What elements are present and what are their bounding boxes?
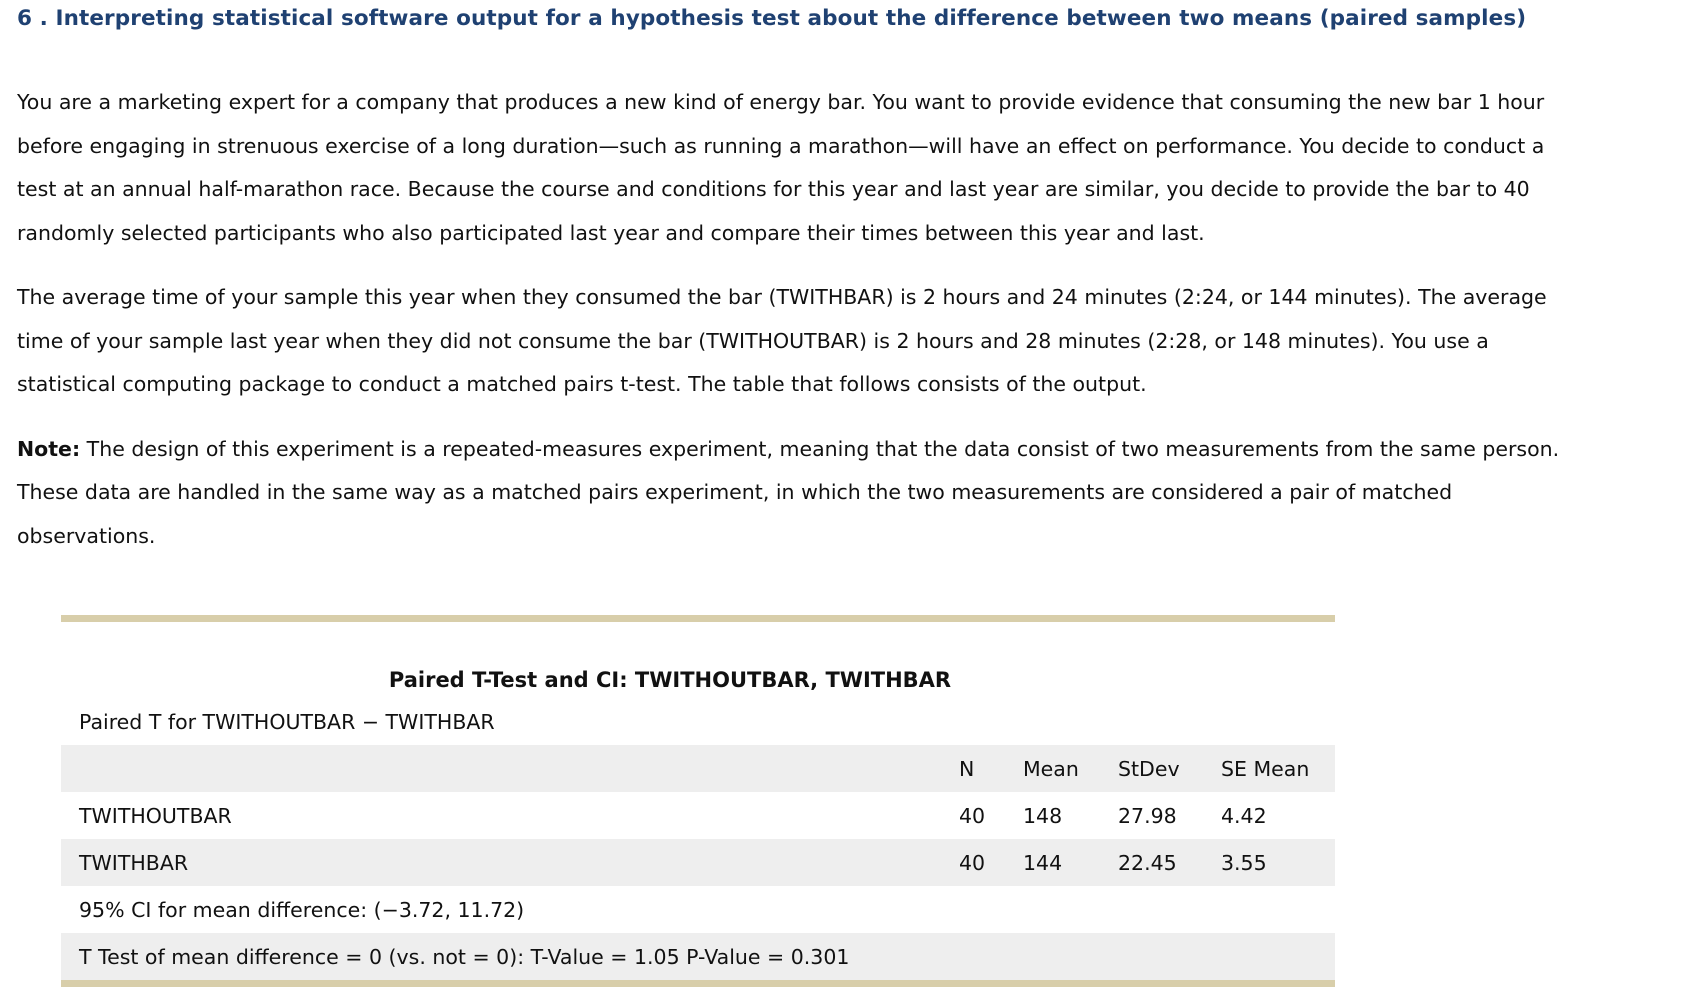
- output-caption: [61, 622, 1335, 698]
- row-label: TWITHOUTBAR: [79, 803, 232, 828]
- header-se-mean: SE Mean: [1221, 756, 1310, 781]
- paragraph-line: time of your sample last year when they did not consume the bar (TWITHOUTBAR) is 2 hours and 28 minutes (2:28, or 148 minutes). You use a: [17, 328, 1489, 353]
- output-subtitle: Paired T for TWITHOUTBAR − TWITHBAR: [79, 709, 495, 734]
- row-se-mean: 4.42: [1221, 803, 1267, 828]
- output-subtitle-row: [61, 698, 1335, 745]
- question-title: 6 . Interpreting statistical software output for a hypothesis test about the difference between two means (paired samples): [17, 6, 1527, 31]
- table-row: [61, 839, 1335, 886]
- header-mean: Mean: [1023, 756, 1079, 781]
- table-row: [61, 792, 1335, 839]
- row-label: TWITHBAR: [79, 850, 189, 875]
- row-stdev: 22.45: [1118, 850, 1177, 875]
- paragraph-line: test at an annual half-marathon race. Because the course and conditions for this year and last year are similar, you decide to provide the bar to 40: [17, 177, 1530, 201]
- note-text: The design of this experiment is a repeated-measures experiment, meaning that the data consist of two measurements from the same person.: [80, 436, 1560, 461]
- test-row: [61, 933, 1335, 980]
- row-mean: 148: [1023, 803, 1063, 828]
- row-n: 40: [959, 850, 986, 875]
- row-mean: 144: [1023, 850, 1063, 875]
- paragraph-line: The average time of your sample this year when they consumed the bar (TWITHBAR) is 2 hours and 24 minutes (2:24, or 144 minutes). The average: [17, 285, 1547, 309]
- paragraph-line: [17, 428, 1672, 472]
- output-caption-text: Paired T-Test and CI: TWITHOUTBAR, TWITHBAR: [388, 668, 952, 692]
- row-se-mean: 3.55: [1221, 850, 1267, 875]
- paragraph-line: These data are handled in the same way as a matched pairs experiment, in which the two measurements are considered a pair of matched: [17, 480, 1453, 504]
- row-n: 40: [959, 803, 986, 828]
- note-label: Note:: [17, 436, 81, 461]
- question-page: [17, 0, 1672, 558]
- test-text: T Test of mean difference = 0 (vs. not = 0): T-Value = 1.05 P-Value = 0.301: [79, 944, 850, 969]
- paragraph-line: before engaging in strenuous exercise of a long duration—such as running a marathon—will have an effect on performance. You decide to conduct a: [17, 133, 1545, 158]
- paragraph-line: observations.: [17, 523, 156, 548]
- scenario-paragraph: [17, 81, 1672, 255]
- ci-row: [61, 886, 1335, 933]
- row-stdev: 27.98: [1118, 803, 1177, 828]
- note-paragraph: [17, 428, 1672, 559]
- software-output-table: [61, 615, 1335, 987]
- averages-paragraph: [17, 276, 1672, 407]
- paragraph-line: randomly selected participants who also participated last year and compare their times between this year and last.: [17, 220, 1205, 245]
- output-header-row: [61, 745, 1335, 792]
- paragraph-line: You are a marketing expert for a company that produces a new kind of energy bar. You want to provide evidence that consuming the new bar 1 hour: [17, 90, 1545, 114]
- paragraph-line: statistical computing package to conduct a matched pairs t-test. The table that follows consists of the output.: [17, 372, 1147, 396]
- header-stdev: StDev: [1118, 756, 1180, 781]
- ci-text: 95% CI for mean difference: (−3.72, 11.72): [79, 897, 525, 922]
- header-n: N: [959, 756, 975, 781]
